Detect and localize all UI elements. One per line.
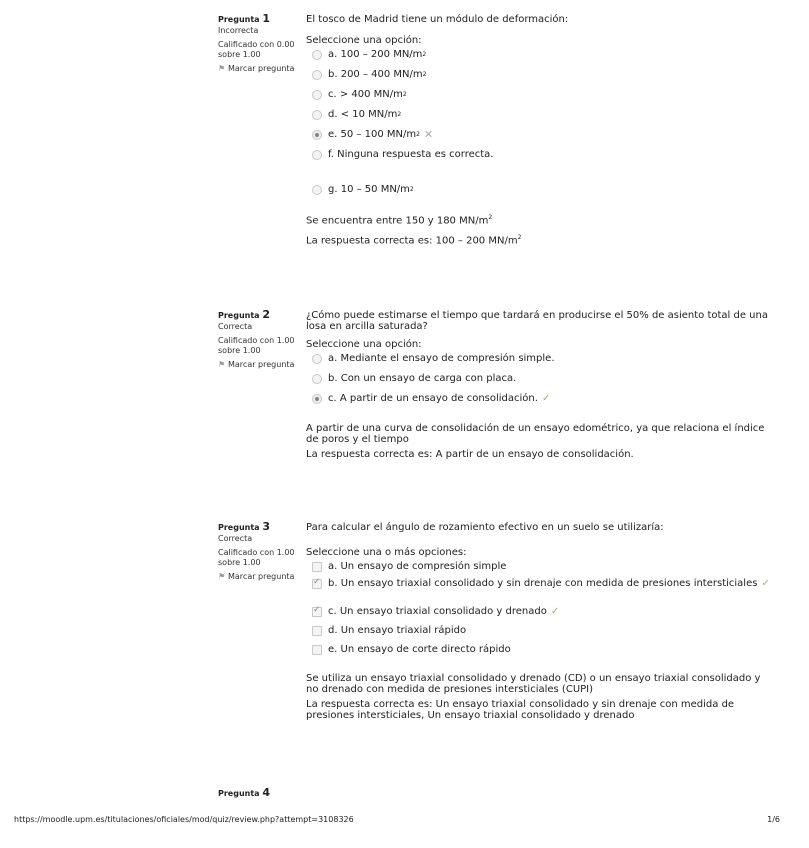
question-content: [306, 14, 776, 247]
question-state: Correcta: [218, 322, 253, 331]
question-info: [218, 14, 303, 74]
general-feedback: Se encuentra entre 150 y 180 $MN/m^2$: [306, 214, 493, 227]
correct-icon: ✓: [541, 393, 551, 404]
radio-button[interactable]: [312, 130, 322, 140]
question-content: [306, 310, 776, 460]
option-b[interactable]: b. 200 – 400 MN/m 2: [312, 69, 776, 89]
general-feedback: A partir de una curva de consolidación de un ensayo edométrico, ya que relaciona el índice de poros y el tiempo: [306, 423, 765, 445]
flag-icon: ⚑: [218, 572, 226, 581]
flag-icon: ⚑: [218, 64, 226, 73]
question-info: [218, 788, 303, 799]
option-d[interactable]: d. < 10 MN/m 2: [312, 109, 776, 129]
option-e[interactable]: e. 50 – 100 MN/m 2 ✕: [312, 129, 776, 149]
answer-prompt: Seleccione una opción:: [306, 339, 422, 350]
general-feedback: Se utiliza un ensayo triaxial consolidado y drenado (CD) o un ensayo triaxial consolidado y no drenado con medida de presiones intersticiales (CUPI): [306, 673, 761, 695]
radio-button[interactable]: [312, 70, 322, 80]
correct-icon: ✓: [550, 606, 560, 617]
radio-button[interactable]: [312, 50, 322, 60]
option-c[interactable]: c. > 400 MN/m 2: [312, 89, 776, 109]
option-g[interactable]: g. 10 – 50 MN/m 2: [312, 184, 776, 204]
option-e[interactable]: e. Un ensayo de corte directo rápido: [312, 644, 776, 663]
option-a[interactable]: a. Mediante el ensayo de compresión simple.: [312, 353, 776, 373]
radio-button[interactable]: [312, 90, 322, 100]
option-d[interactable]: d. Un ensayo triaxial rápido: [312, 625, 776, 644]
page-number: 1/6: [767, 815, 780, 824]
right-answer: La respuesta correcta es: 100 – 200 $MN/m^2$: [306, 234, 522, 247]
radio-button[interactable]: [312, 185, 322, 195]
question-info: [218, 310, 303, 370]
answer-options: [306, 49, 776, 204]
question-text: Para calcular el ángulo de rozamiento efectivo en un suelo se utilizaría:: [306, 522, 664, 533]
radio-button[interactable]: [312, 110, 322, 120]
question-text: ¿Cómo puede estimarse el tiempo que tardará en producirse el 50% de asiento total de una losa en arcilla saturada?: [306, 310, 768, 332]
flag-question-button[interactable]: ⚑ Marcar pregunta: [218, 360, 295, 369]
radio-button[interactable]: [312, 354, 322, 364]
incorrect-icon: ✕: [423, 128, 434, 141]
answer-options: [306, 353, 776, 413]
question-number: Pregunta 2: [218, 308, 271, 321]
print-footer: [14, 815, 794, 824]
question-grade: Calificado con 0.00 sobre 1.00: [218, 40, 295, 59]
option-c[interactable]: ✓ c. Un ensayo triaxial consolidado y drenado ✓: [312, 606, 776, 625]
question-grade: Calificado con 1.00 sobre 1.00: [218, 548, 295, 567]
radio-button[interactable]: [312, 150, 322, 160]
option-c[interactable]: c. A partir de un ensayo de consolidación. ✓: [312, 393, 776, 413]
checkbox[interactable]: [312, 579, 322, 589]
question-info: [218, 522, 303, 582]
checkbox[interactable]: [312, 562, 322, 572]
checkbox[interactable]: [312, 626, 322, 636]
question-number: Pregunta 1: [218, 12, 271, 25]
question-state: Incorrecta: [218, 26, 259, 35]
answer-prompt: Seleccione una opción:: [306, 35, 422, 46]
flag-question-button[interactable]: ⚑ Marcar pregunta: [218, 64, 295, 73]
question-content: [306, 522, 776, 721]
right-answer: La respuesta correcta es: A partir de un ensayo de consolidación.: [306, 449, 634, 460]
question-state: Correcta: [218, 534, 253, 543]
flag-question-button[interactable]: ⚑ Marcar pregunta: [218, 572, 295, 581]
page-url: https://moodle.upm.es/titulaciones/oficiales/mod/quiz/review.php?attempt=3108326: [14, 815, 354, 824]
option-f[interactable]: f. Ninguna respuesta es correcta.: [312, 149, 776, 184]
answer-options: [306, 561, 776, 663]
option-b[interactable]: ✓ b. Un ensayo triaxial consolidado y sin drenaje con medida de presiones intersticiales ✓: [312, 578, 776, 606]
answer-prompt: Seleccione una o más opciones:: [306, 547, 467, 558]
radio-button[interactable]: [312, 394, 322, 404]
checkbox[interactable]: [312, 607, 322, 617]
question-text: El tosco de Madrid tiene un módulo de deformación:: [306, 14, 569, 25]
correct-icon: ✓: [761, 578, 770, 589]
question-grade: Calificado con 1.00 sobre 1.00: [218, 336, 295, 355]
question-number: Pregunta 4: [218, 786, 271, 799]
flag-icon: ⚑: [218, 360, 226, 369]
radio-button[interactable]: [312, 374, 322, 384]
option-b[interactable]: b. Con un ensayo de carga con placa.: [312, 373, 776, 393]
option-a[interactable]: a. Un ensayo de compresión simple: [312, 561, 776, 578]
right-answer: La respuesta correcta es: Un ensayo triaxial consolidado y sin drenaje con medida de presiones intersticiales, Un ensayo triaxial consolidado y drenado: [306, 699, 735, 721]
question-number: Pregunta 3: [218, 520, 271, 533]
option-a[interactable]: a. 100 – 200 MN/m 2: [312, 49, 776, 69]
checkbox[interactable]: [312, 645, 322, 655]
